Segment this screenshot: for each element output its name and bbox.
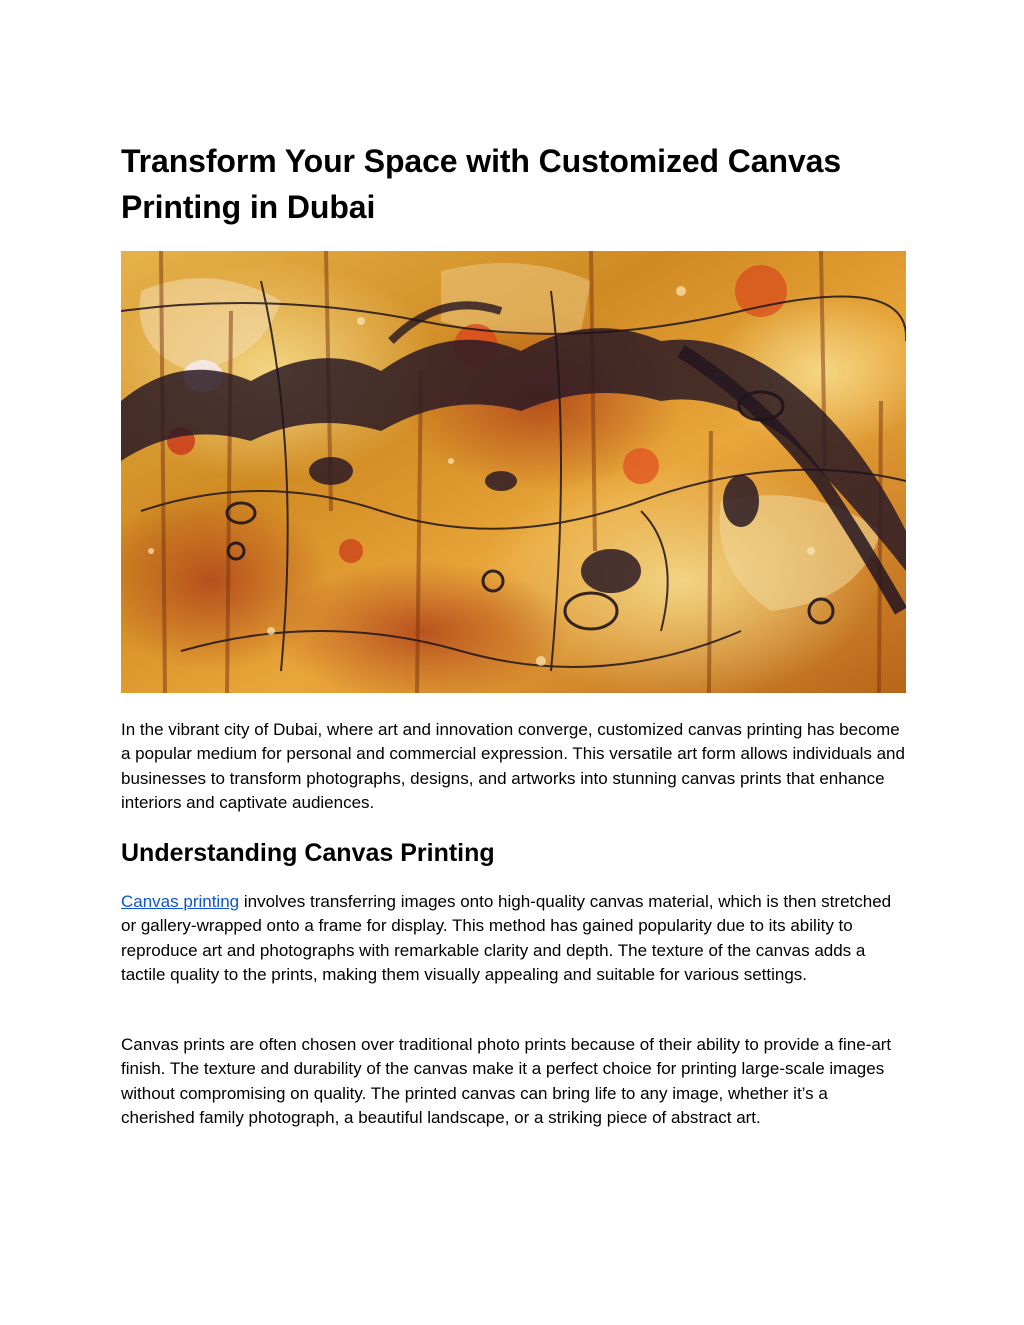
- section-heading: Understanding Canvas Printing: [121, 839, 495, 867]
- abstract-painting-image: [121, 251, 906, 693]
- section-paragraph-text: involves transferring images onto high-quality canvas material, which is then stretched or gallery-wrapped onto a frame for display. This method has gained popularity due to its ability to reproduce art and photographs with remarkable clarity and depth. The texture of the canvas adds a tactile quality to the prints, making them visually appealing and suitable for various settings.: [121, 892, 892, 984]
- section-paragraph: [121, 890, 906, 987]
- intro-paragraph: In the vibrant city of Dubai, where art and innovation converge, customized canvas printing has become a popular medium for personal and commercial expression. This versatile art form allows individuals and businesses to transform photographs, designs, and artworks into stunning canvas prints that enhance interiors and captivate audiences.: [121, 720, 905, 812]
- second-paragraph: Canvas prints are often chosen over traditional photo prints because of their ability to provide a fine-art finish. The texture and durability of the canvas make it a perfect choice for printing large-scale images without compromising on quality. The printed canvas can bring life to any image, whether it’s a cherished family photograph, a beautiful landscape, or a striking piece of abstract art.: [121, 1035, 892, 1127]
- canvas-printing-link[interactable]: Canvas printing: [121, 892, 240, 911]
- page-title: Transform Your Space with Customized Canvas Printing in Dubai: [121, 143, 842, 225]
- abstract-painting-graphic: [121, 251, 906, 693]
